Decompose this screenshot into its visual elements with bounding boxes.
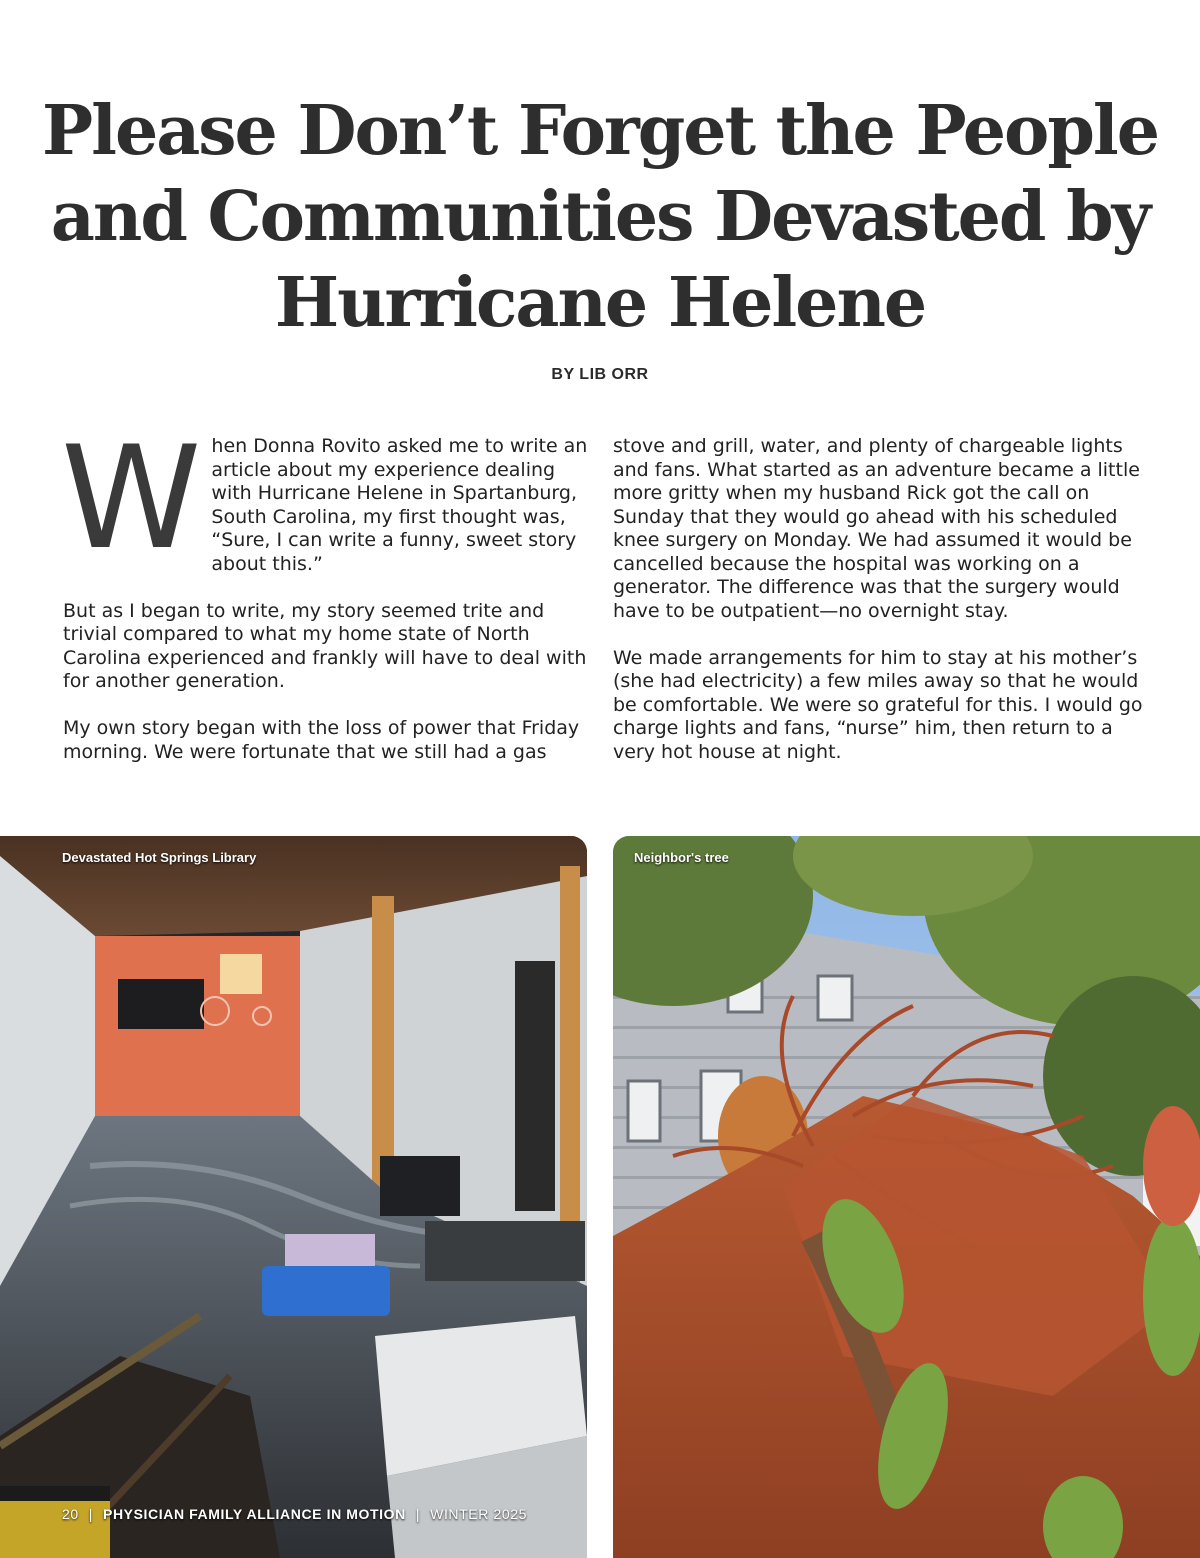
paragraph-4: stove and grill, water, and plenty of chargeable lights and fans. What started as an adventure became a little more gritty when my husband Rick got the call on Sunday that they would go ahead with his scheduled knee surgery on Monday. We had assumed it would be cancelled because the hospital was working on a generator. The difference was that the surgery would have to be outpatient—no overnight stay. xyxy=(613,435,1140,622)
tree-photo-illustration xyxy=(613,836,1200,1558)
library-photo-illustration xyxy=(0,836,587,1558)
footer-separator-1: | xyxy=(88,1506,94,1522)
tree-photo-caption: Neighbor's tree xyxy=(634,850,729,865)
paragraph-1-text: hen Donna Rovito asked me to write an article about my experience dealing with Hurricane Helene in Spartanburg, South Carolina, my first thought was, “Sure, I can write a funny, sweet story about this.” xyxy=(211,435,588,575)
issue-date: WINTER 2025 xyxy=(430,1506,527,1522)
page-number: 20 xyxy=(62,1506,79,1522)
library-photo xyxy=(0,836,587,1558)
footer-separator-2: | xyxy=(415,1506,421,1522)
publication-name: PHYSICIAN FAMILY ALLIANCE IN MOTION xyxy=(103,1506,406,1522)
byline: BY LIB ORR xyxy=(551,366,649,383)
library-photo-caption: Devastated Hot Springs Library xyxy=(62,850,257,865)
paragraph-1 xyxy=(61,416,598,581)
page-footer xyxy=(62,1506,527,1522)
article-title: Please Don’t Forget the People and Communities Devasted by Hurricane Helene xyxy=(41,91,1159,343)
paragraph-3: My own story began with the loss of power that Friday morning. We were fortunate that we still had a gas xyxy=(63,717,580,763)
paragraph-5: We made arrangements for him to stay at his mother’s (she had electricity) a few miles away so that he would be comfortable. We were so grateful for this. I would go charge lights and fans, “nurse” him, then return to a very hot house at night. xyxy=(613,646,1143,763)
article-column-right xyxy=(613,435,1148,788)
drop-cap: W xyxy=(61,416,202,581)
paragraph-2: But as I began to write, my story seemed trite and trivial compared to what my home state of North Carolina experienced and frankly will have to deal with for another generation. xyxy=(63,599,587,692)
tree-photo xyxy=(613,836,1200,1558)
article-column-left xyxy=(61,416,598,788)
